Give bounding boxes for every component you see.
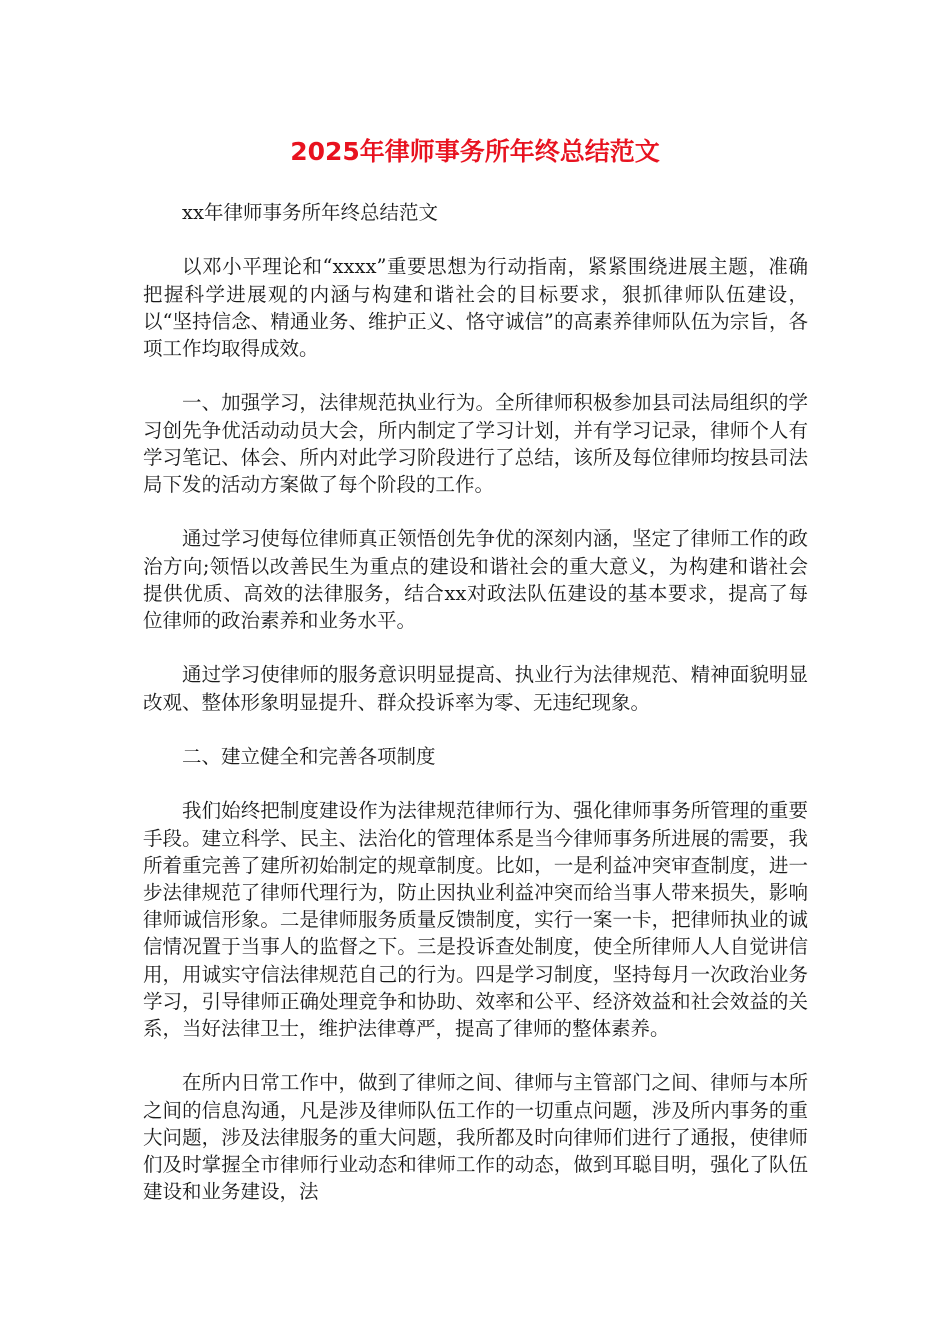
paragraph-daily-work: 在所内日常工作中，做到了律师之间、律师与主管部门之间、律师与本所之间的信息沟通，凡是涉及律师队伍工作的一切重点问题，涉及所内事务的重大问题，涉及法律服务的重大问题，我所都及时向律师们进行了通报，使律师们及时掌握全市律师行业动态和律师工作的动态，做到耳聪目明，强化了队伍建设和业务建设，法 <box>143 1071 808 1204</box>
section-heading-two: 二、建立健全和完善各项制度 <box>182 744 436 768</box>
paragraph-study-results: 通过学习使律师的服务意识明显提高、执业行为法律规范、精神面貌明显改观、整体形象明显提升、群众投诉率为零、无违纪现象。 <box>143 663 808 714</box>
paragraph-subtitle: xx年律师事务所年终总结范文 <box>182 201 438 224</box>
document-body <box>143 199 808 1233</box>
paragraph-section-one: 一、加强学习，法律规范执业行为。全所律师积极参加县司法局组织的学习创先争优活动动员大会，所内制定了学习计划，并有学习记录，律师个人有学习笔记、体会、所内对此学习阶段进行了总结，该所及每位律师均按县司法局下发的活动方案做了每个阶段的工作。 <box>143 391 808 496</box>
document-title: 2025年律师事务所年终总结范文 <box>290 137 660 166</box>
paragraph-study-meaning: 通过学习使每位律师真正领悟创先争优的深刻内涵，坚定了律师工作的政治方向;领悟以改善民生为重点的建设和谐社会的重大意义，为构建和谐社会提供优质、高效的法律服务，结合xx对政法队伍建设的基本要求，提高了每位律师的政治素养和业务水平。 <box>143 527 808 632</box>
paragraph-intro: 以邓小平理论和“xxxx”重要思想为行动指南，紧紧围绕进展主题，准确把握科学进展观的内涵与构建和谐社会的目标要求，狠抓律师队伍建设，以“坚持信念、精通业务、维护正义、恪守诚信”的高素养律师队伍为宗旨，各项工作均取得成效。 <box>143 255 808 360</box>
paragraph-rules: 我们始终把制度建设作为法律规范律师行为、强化律师事务所管理的重要手段。建立科学、民主、法治化的管理体系是当今律师事务所进展的需要，我所着重完善了建所初始制定的规章制度。比如，一是利益冲突审查制度，进一步法律规范了律师代理行为，防止因执业利益冲突而给当事人带来损失，影响律师诚信形象。二是律师服务质量反馈制度，实行一案一卡，把律师执业的诚信情况置于当事人的监督之下。三是投诉查处制度，使全所律师人人自觉讲信用，用诚实守信法律规范自己的行为。四是学习制度，坚持每月一次政治业务学习，引导律师正确处理竞争和协助、效率和公平、经济效益和社会效益的关系，当好法律卫士，维护法律尊严，提高了律师的整体素养。 <box>143 799 808 1040</box>
